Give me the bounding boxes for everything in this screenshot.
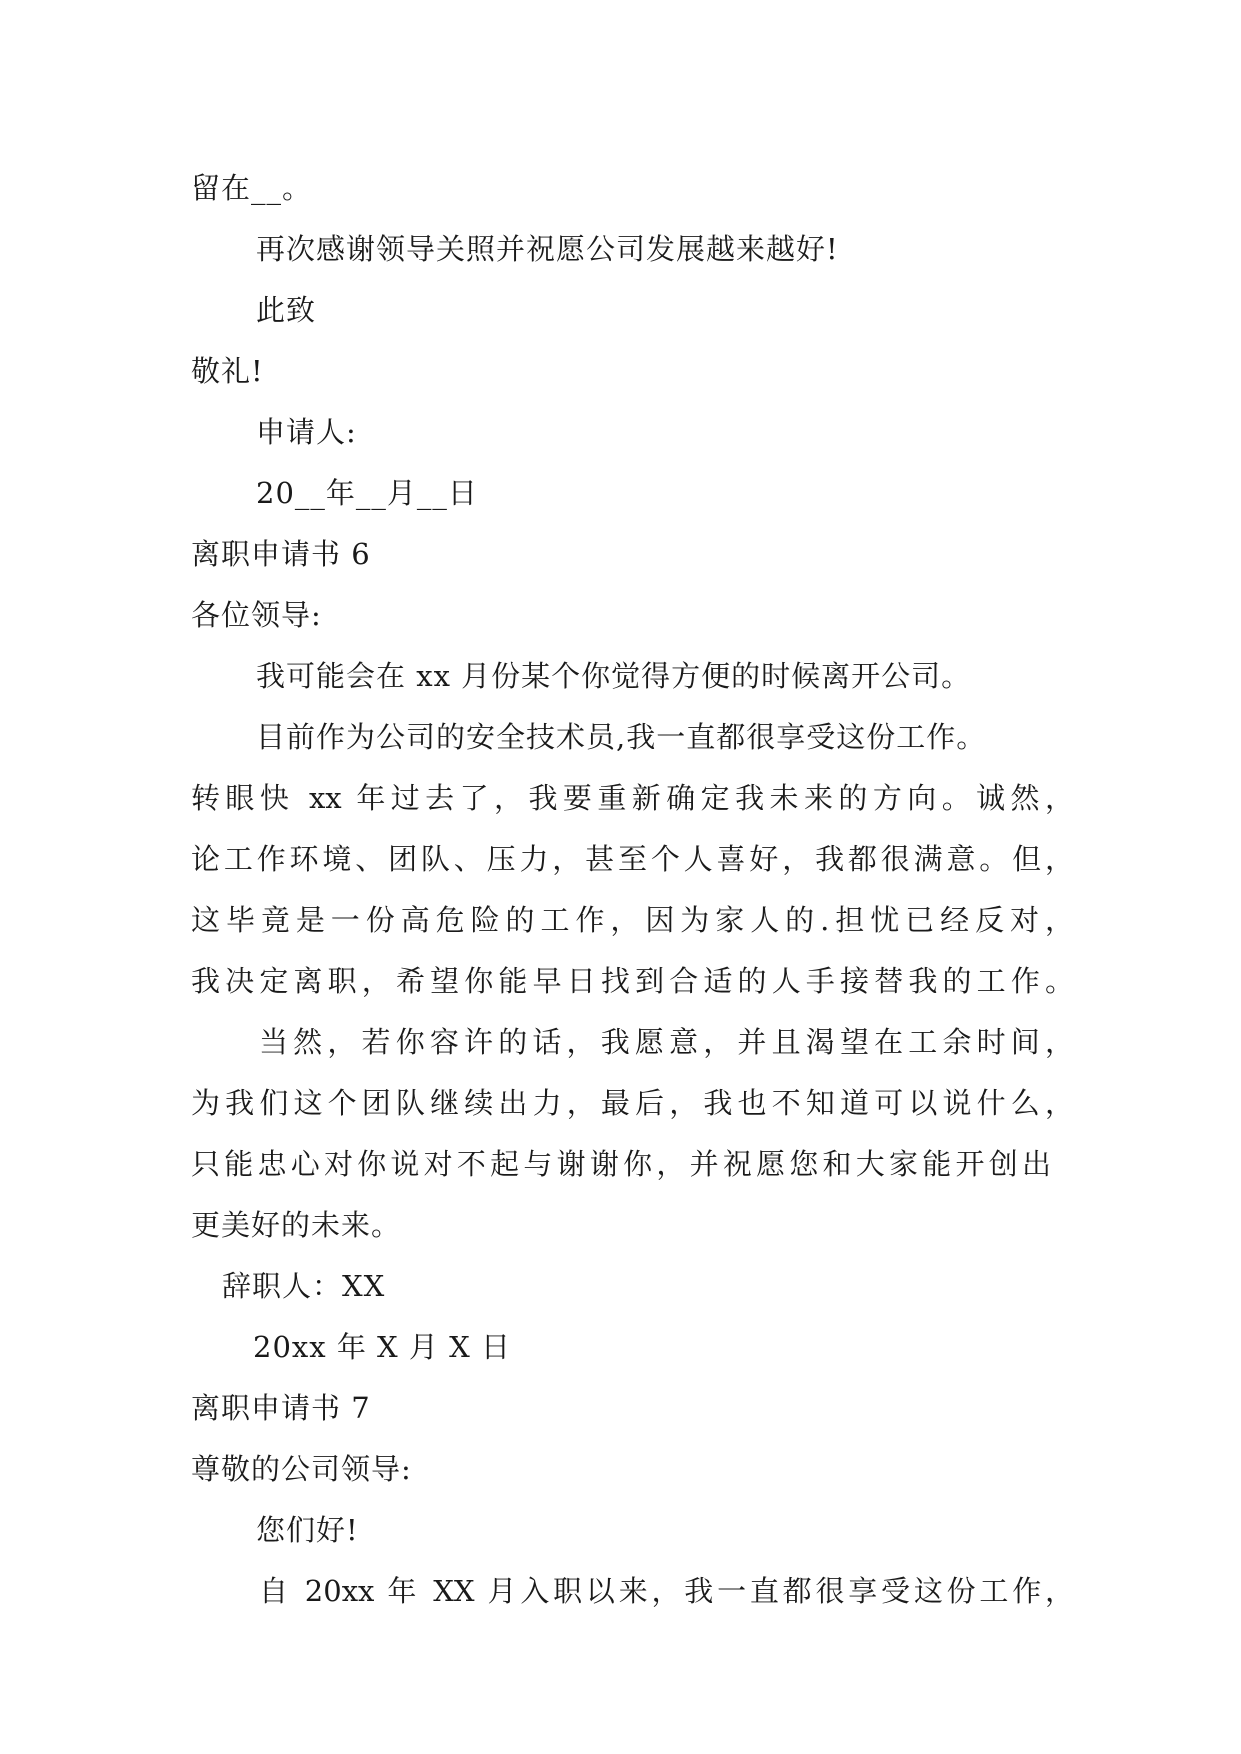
text-line: 转眼快 xx 年过去了，我要重新确定我未来的方向。诚然， — [191, 781, 1074, 815]
text-line: 各位领导: — [191, 598, 322, 632]
text-line: 为我们这个团队继续出力，最后，我也不知道可以说什么， — [191, 1086, 1074, 1120]
text-line: 当然，若你容许的话，我愿意，并且渴望在工余时间， — [259, 1025, 1074, 1059]
section-heading: 离职申请书 7 — [191, 1391, 371, 1425]
text-line: 留在__。 — [191, 171, 313, 205]
text-line: 再次感谢领导关照并祝愿公司发展越来越好! — [256, 232, 839, 266]
text-line: 自 20xx 年 XX 月入职以来，我一直都很享受这份工作， — [259, 1574, 1074, 1608]
text-line: 只能忠心对你说对不起与谢谢你，并祝愿您和大家能开创出 — [191, 1147, 1051, 1181]
text-line: 此致 — [256, 293, 317, 327]
text-line: 您们好! — [256, 1513, 359, 1547]
text-line: 这毕竟是一份高危险的工作，因为家人的.担忧已经反对， — [191, 903, 1074, 937]
text-line: 尊敬的公司领导: — [191, 1452, 412, 1486]
text-line: 目前作为公司的安全技术员,我一直都很享受这份工作。 — [256, 720, 987, 754]
date-line: 20xx 年 X 月 X 日 — [253, 1330, 511, 1364]
signature-line: 辞职人：XX — [222, 1269, 386, 1303]
section-heading: 离职申请书 6 — [191, 537, 371, 571]
text-line: 我决定离职，希望你能早日找到合适的人手接替我的工作。 — [191, 964, 1074, 998]
text-line: 申请人: — [256, 415, 357, 449]
text-line: 敬礼! — [191, 354, 264, 388]
text-line: 论工作环境、团队、压力，甚至个人喜好，我都很满意。但， — [191, 842, 1074, 876]
text-line: 我可能会在 xx 月份某个你觉得方便的时候离开公司。 — [256, 659, 972, 693]
text-line: 更美好的未来。 — [191, 1208, 402, 1242]
text-line: 20__年__月__日 — [256, 476, 478, 510]
